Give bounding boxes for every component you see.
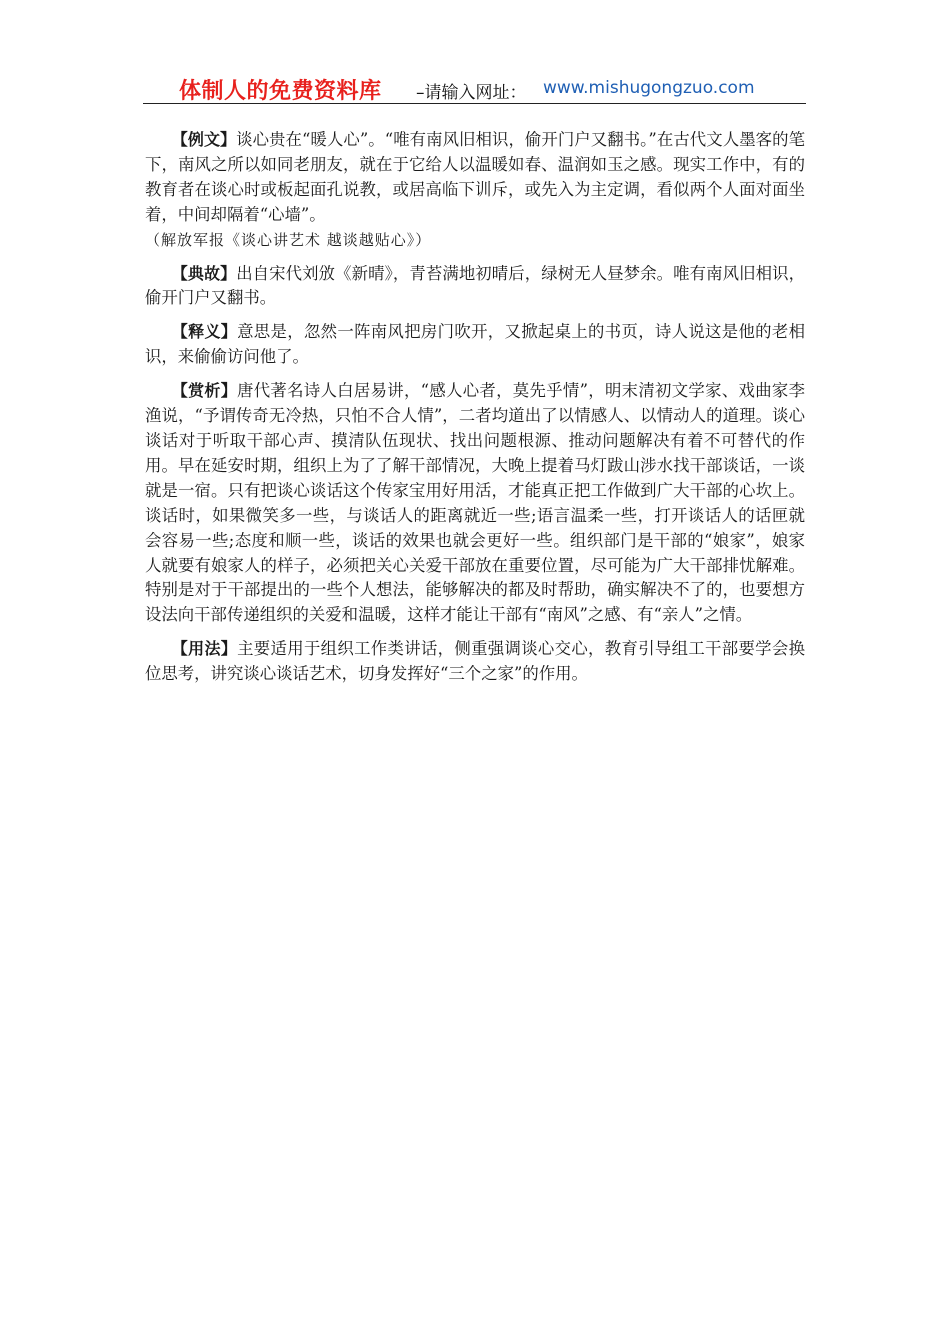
section-source: （解放军报《谈心讲艺术 越谈越贴心》） bbox=[145, 230, 432, 249]
page-header bbox=[143, 70, 806, 104]
section-text: 谈心贵在“暖人心”。“唯有南风旧相识，偷开门户又翻书。”在古代文人墨客的笔下，南风之所以如同老朋友，就在于它给人以温暖如春、温润如玉之感。现实工作中，有的教育者在谈心时或板起面孔说教，或居高临下训斥，或先入为主定调，看似两个人面对面坐着，中间却隔着“心墙”。 bbox=[145, 130, 805, 224]
document-body bbox=[145, 128, 805, 696]
section-tag: 【释义】 bbox=[171, 322, 238, 342]
section-tag: 【例文】 bbox=[171, 130, 237, 149]
section-appreciation bbox=[145, 379, 805, 628]
section-tag: 【典故】 bbox=[171, 263, 237, 283]
section-meaning bbox=[145, 320, 805, 370]
section-usage bbox=[145, 637, 805, 687]
section-text: 主要适用于组织工作类讲话，侧重强调谈心交心，教育引导组工干部要学会换位思考，讲究谈心谈话艺术，切身发挥好“三个之家”的作用。 bbox=[145, 639, 805, 684]
section-tag: 【用法】 bbox=[171, 639, 238, 659]
site-url-link[interactable]: www.mishugongzuo.com bbox=[543, 78, 755, 98]
section-tag: 【赏析】 bbox=[171, 381, 238, 401]
section-text: 意思是，忽然一阵南风把房门吹开，又掀起桌上的书页，诗人说这是他的老相识，来偷偷访问他了。 bbox=[145, 322, 805, 367]
site-name: 体制人的免费资料库 bbox=[179, 79, 382, 104]
url-prompt: –请输入网址： bbox=[416, 83, 527, 103]
section-allusion bbox=[145, 262, 805, 312]
section-text: 出自宋代刘攽《新晴》，青苔满地初晴后，绿树无人昼梦余。唯有南风旧相识，偷开门户又翻书。 bbox=[145, 263, 805, 308]
section-text: 唐代著名诗人白居易讲，“感人心者，莫先乎情”，明末清初文学家、戏曲家李渔说，“予谓传奇无冷热，只怕不合人情”，二者均道出了以情感人、以情动人的道理。谈心谈话对于听取干部心声、摸清队伍现状、找出问题根源、推动问题解决有着不可替代的作用。早在延安时期，组织上为了了解干部情况，大晚上提着马灯跋山涉水找干部谈话，一谈就是一宿。只有把谈心谈话这个传家宝用好用活，才能真正把工作做到广大干部的心坎上。谈话时，如果微笑多一些，与谈话人的距离就近一些;语言温柔一些，打开谈话人的话匣就会容易一些;态度和顺一些，谈话的效果也就会更好一些。组织部门是干部的“娘家”，娘家人就要有娘家人的样子，必须把关心关爱干部放在重要位置，尽可能为广大干部排忧解难。特别是对于干部提出的一些个人想法，能够解决的都及时帮助，确实解决不了的，也要想方设法向干部传递组织的关爱和温暖，这样才能让干部有“南风”之感、有“亲人”之情。 bbox=[145, 381, 805, 625]
section-example bbox=[145, 128, 805, 253]
